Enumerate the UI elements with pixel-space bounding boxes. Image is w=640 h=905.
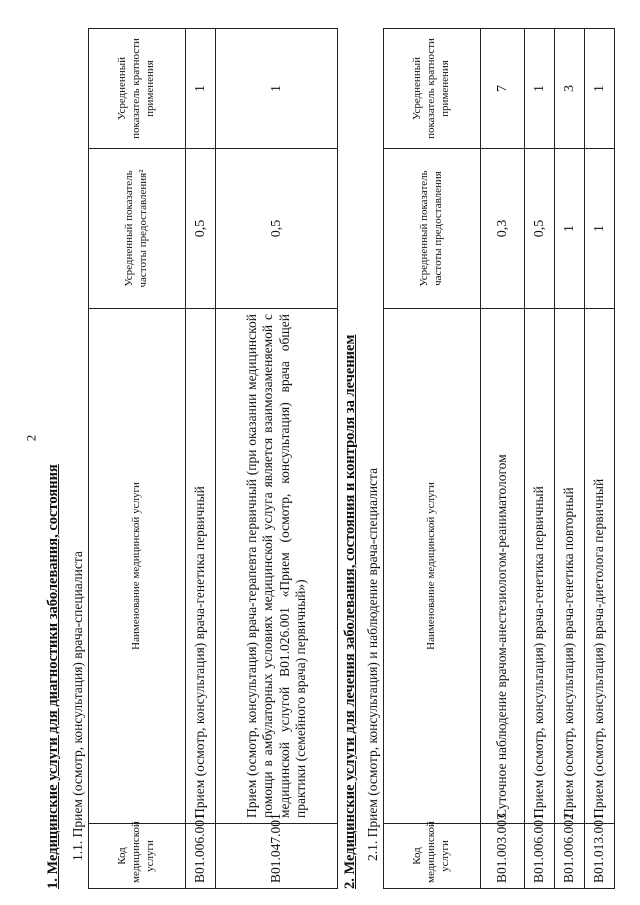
table-header-row bbox=[384, 29, 481, 889]
table-row bbox=[186, 29, 216, 889]
service-code: B01.047.001 bbox=[216, 824, 338, 889]
header-name: Наименование медицинской услуги bbox=[89, 309, 186, 824]
table-row bbox=[555, 29, 585, 889]
service-name: Прием (осмотр, консультация) врача-терапевта первичный (при оказании медицинской помощи в амбулаторных условиях медицинской услуга является взаимозаменяемой с медицинской услугой B01.026.001 «Прием (осмотр, консультация) врача общей практики (семейного врача) первичный») bbox=[216, 309, 338, 824]
service-multiplicity: 1 bbox=[186, 29, 216, 149]
service-frequency: 0,5 bbox=[525, 149, 555, 309]
table-row bbox=[585, 29, 615, 889]
service-code: B01.006.001 bbox=[186, 824, 216, 889]
header-frequency: Усредненный показатель частоты предоставления² bbox=[89, 149, 186, 309]
service-frequency: 0,3 bbox=[481, 149, 525, 309]
service-name: Суточное наблюдение врачом-анестезиологом-реаниматологом bbox=[481, 309, 525, 824]
service-multiplicity: 1 bbox=[585, 29, 615, 149]
header-code: Код медицинской услуги bbox=[384, 824, 481, 889]
service-code: B01.006.002 bbox=[555, 824, 585, 889]
service-code: B01.003.003 bbox=[481, 824, 525, 889]
service-name: Прием (осмотр, консультация) врача-генетика повторный bbox=[555, 309, 585, 824]
header-name: Наименование медицинской услуги bbox=[384, 309, 481, 824]
section-2-table bbox=[383, 28, 615, 889]
section-1-subtitle: 1.1. Прием (осмотр, консультация) врача-специалиста bbox=[70, 551, 85, 861]
table-header-row bbox=[89, 29, 186, 889]
page-number: 2 bbox=[23, 434, 39, 442]
service-multiplicity: 7 bbox=[481, 29, 525, 149]
table-row bbox=[525, 29, 555, 889]
header-frequency: Усредненный показатель частоты предоставления bbox=[384, 149, 481, 309]
header-multiplicity: Усредненный показатель кратности применения bbox=[384, 29, 481, 149]
service-multiplicity: 1 bbox=[525, 29, 555, 149]
section-1-title: 1. Медицинские услуги для диагностики заболевания, состояния bbox=[45, 464, 61, 889]
header-code: Код медицинской услуги bbox=[89, 824, 186, 889]
service-multiplicity: 1 bbox=[216, 29, 338, 149]
service-frequency: 1 bbox=[555, 149, 585, 309]
service-code: B01.006.001 bbox=[525, 824, 555, 889]
rotated-page-content bbox=[45, 19, 605, 889]
table-row bbox=[216, 29, 338, 889]
service-name: Прием (осмотр, консультация) врача-диетолога первичный bbox=[585, 309, 615, 824]
section-2-subtitle: 2.1. Прием (осмотр, консультация) и наблюдение врача-специалиста bbox=[365, 467, 380, 861]
service-multiplicity: 3 bbox=[555, 29, 585, 149]
service-frequency: 1 bbox=[585, 149, 615, 309]
header-multiplicity: Усредненный показатель кратности применения bbox=[89, 29, 186, 149]
service-name: Прием (осмотр, консультация) врача-генетика первичный bbox=[186, 309, 216, 824]
service-name: Прием (осмотр, консультация) врача-генетика первичный bbox=[525, 309, 555, 824]
table-row bbox=[481, 29, 525, 889]
service-frequency: 0,5 bbox=[186, 149, 216, 309]
section-1-table bbox=[88, 28, 338, 889]
section-2-title: 2. Медицинские услуги для лечения заболевания, состояния и контроля за лечением bbox=[342, 334, 358, 889]
service-code: B01.013.001 bbox=[585, 824, 615, 889]
service-frequency: 0,5 bbox=[216, 149, 338, 309]
